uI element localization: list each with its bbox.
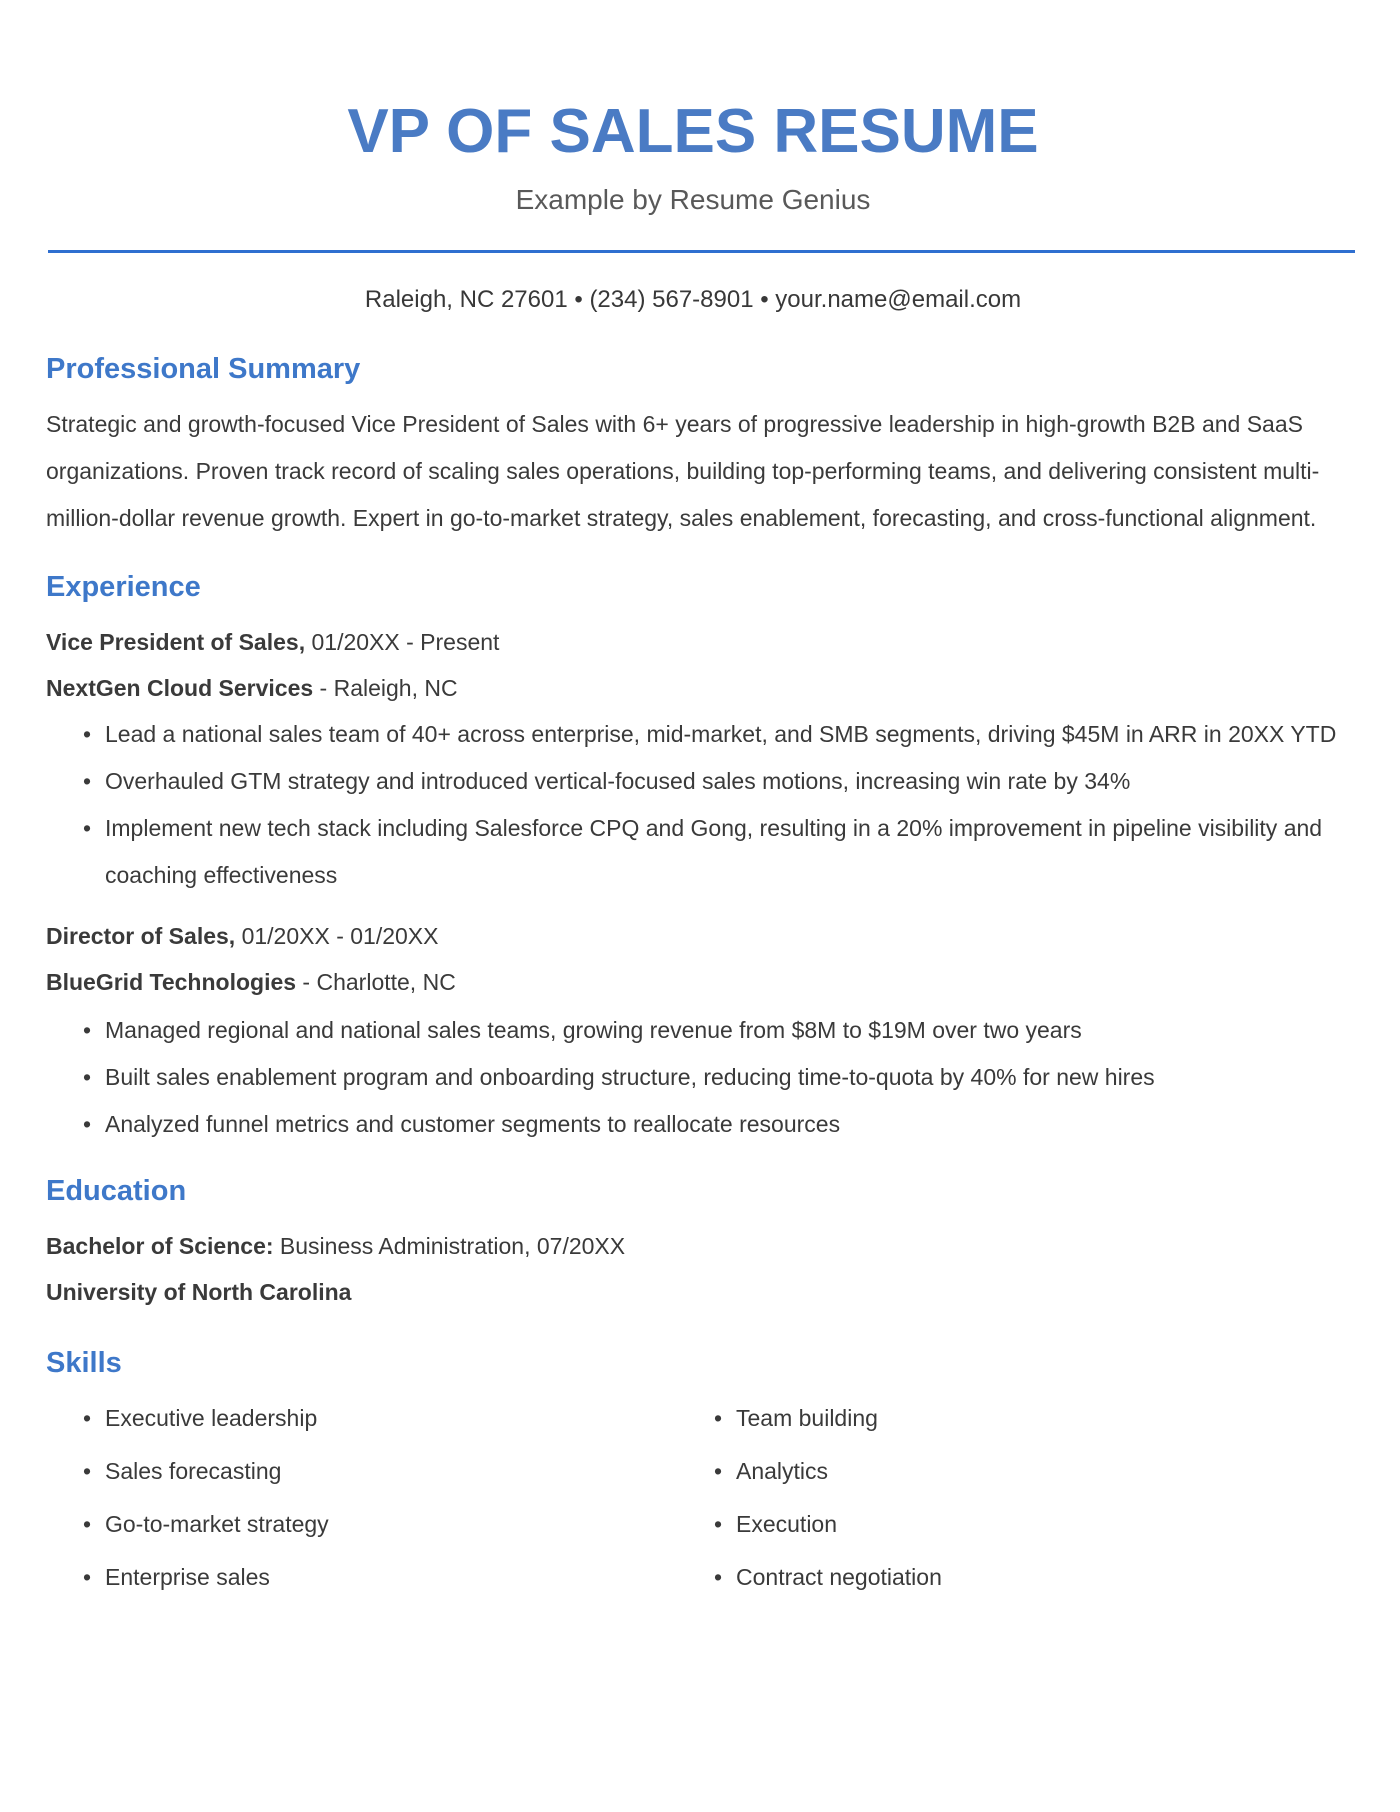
job-header	[46, 913, 1340, 1005]
bullet-item: • Lead a national sales team of 40+ across enterprise, mid-market, and SMB segments, driving $45M in ARR in 20XX YTD	[46, 711, 1340, 758]
education-degree-detail: Business Administration, 07/20XX	[273, 1233, 626, 1259]
doc-header	[46, 97, 1340, 220]
skills-list-left	[46, 1395, 677, 1601]
job-company-line	[46, 959, 1340, 1005]
job-location: - Raleigh, NC	[313, 675, 458, 701]
job-company-line	[46, 665, 1340, 711]
job-location: - Charlotte, NC	[296, 969, 456, 995]
experience-heading: Experience	[46, 571, 201, 603]
education-heading: Education	[46, 1175, 187, 1207]
job-company: NextGen Cloud Services	[46, 675, 314, 701]
job-title: Director of Sales,	[46, 923, 236, 949]
skill-item: • Execution	[677, 1501, 1340, 1548]
job-title-line	[46, 913, 1340, 959]
summary-text: Strategic and growth-focused Vice President of Sales with 6+ years of progressive leadership in high-growth B2B and SaaS organizations. Proven track record of scaling sales operations, building top-performing teams, and delivering consistent multi-million-dollar revenue growth. Expert in go-to-market strategy, sales enablement, forecasting, and cross-functional alignment.	[46, 411, 1320, 531]
job-title-line	[46, 619, 1340, 665]
bullet-item: • Overhauled GTM strategy and introduced vertical-focused sales motions, increasing win rate by 34%	[46, 758, 1340, 805]
job-title: Vice President of Sales,	[46, 629, 306, 655]
education-block	[46, 1223, 1340, 1315]
education-school-line	[46, 1269, 1340, 1315]
job-company: BlueGrid Technologies	[46, 969, 297, 995]
skill-item: • Analytics	[677, 1448, 1340, 1495]
job-entry	[46, 913, 1340, 1148]
summary-heading: Professional Summary	[46, 353, 361, 385]
job-entry	[46, 619, 1340, 899]
skills-list-right	[677, 1395, 1340, 1601]
skill-item: • Contract negotiation	[677, 1554, 1340, 1601]
skill-item: • Executive leadership	[46, 1395, 677, 1442]
bullet-item: • Analyzed funnel metrics and customer segments to reallocate resources	[46, 1101, 1340, 1148]
education-degree: Bachelor of Science:	[46, 1233, 274, 1259]
job-dates: 01/20XX - 01/20XX	[235, 923, 439, 949]
education-school: University of North Carolina	[46, 1279, 352, 1305]
job-header	[46, 619, 1340, 711]
skills-column-right	[677, 1395, 1340, 1607]
skills-columns	[46, 1395, 1340, 1607]
job-bullets	[46, 711, 1340, 899]
job-bullets	[46, 1007, 1340, 1148]
page-subtitle: Example by Resume Genius	[515, 184, 871, 215]
bullet-item: • Built sales enablement program and onboarding structure, reducing time-to-quota by 40% for new hires	[46, 1054, 1340, 1101]
job-dates: 01/20XX - Present	[305, 629, 500, 655]
skill-item: • Go-to-market strategy	[46, 1501, 677, 1548]
skill-item: • Sales forecasting	[46, 1448, 677, 1495]
contact-line: Raleigh, NC 27601 • (234) 567-8901 • your.name@email.com	[364, 286, 1022, 313]
skills-heading: Skills	[46, 1347, 122, 1379]
bullet-item: • Implement new tech stack including Salesforce CPQ and Gong, resulting in a 20% improvement in pipeline visibility and coaching effectiveness	[46, 805, 1340, 899]
page-title: VP OF SALES RESUME	[347, 97, 1039, 166]
divider-rule	[48, 250, 1355, 253]
education-degree-line	[46, 1223, 1340, 1269]
bullet-item: • Managed regional and national sales teams, growing revenue from $8M to $19M over two years	[46, 1007, 1340, 1054]
skill-item: • Enterprise sales	[46, 1554, 677, 1601]
skill-item: • Team building	[677, 1395, 1340, 1442]
skills-column-left	[46, 1395, 677, 1607]
